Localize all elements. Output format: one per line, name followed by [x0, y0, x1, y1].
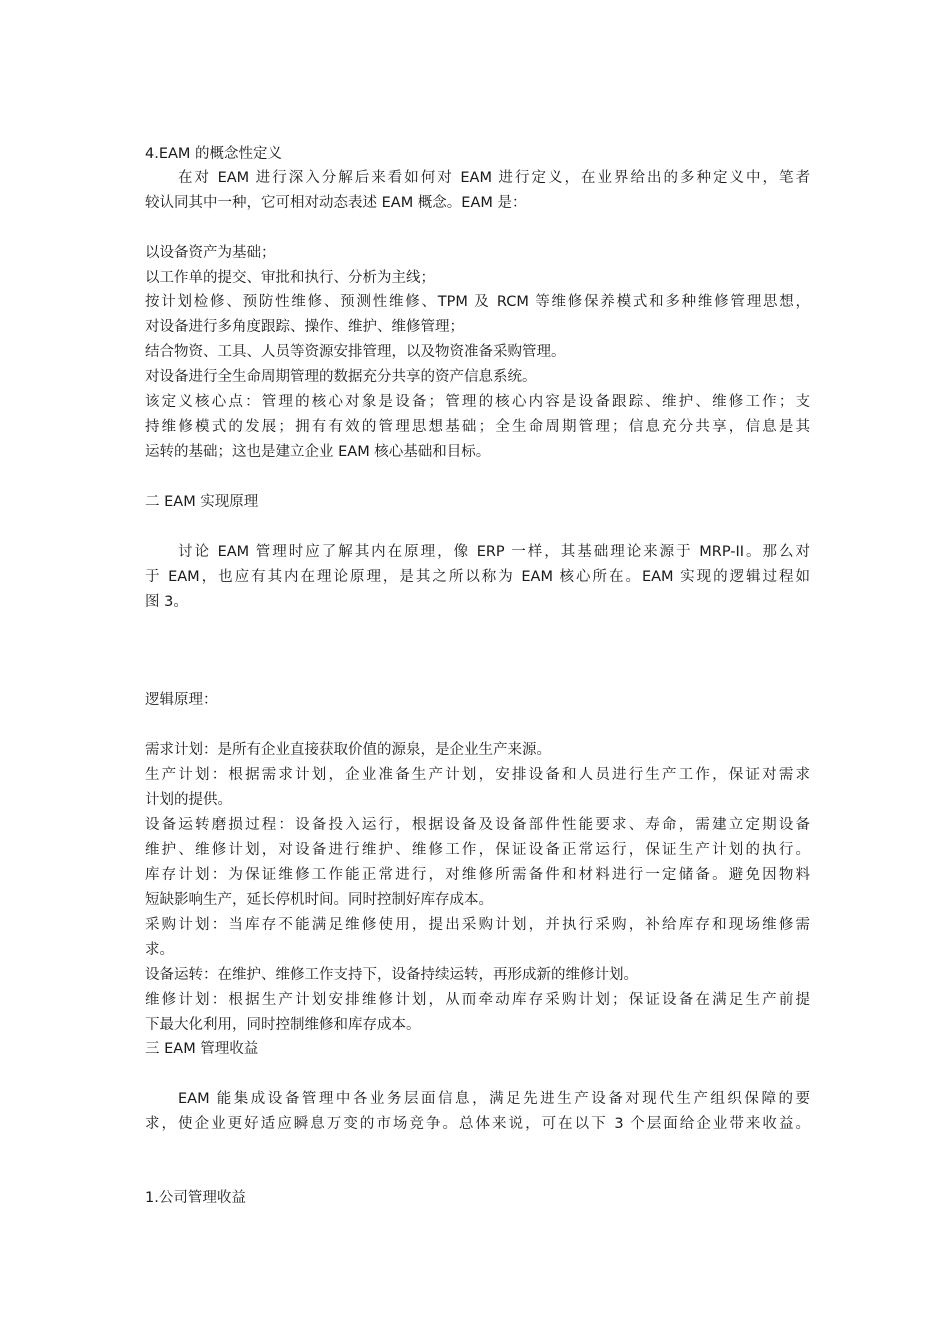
list-item: 设备运转：在维护、维修工作支持下，设备持续运转，再形成新的维修计划。 [145, 967, 638, 983]
subsection-heading-company-benefits: 1.公司管理收益 [145, 1190, 246, 1206]
list-item: 短缺影响生产，延长停机时间。同时控制好库存成本。 [145, 892, 493, 908]
list-item: 按计划检修、预防性维修、预测性维修、TPM 及 RCM 等维修保养模式和多种维修管理思想， [145, 294, 810, 310]
list-item: 对设备进行全生命周期管理的数据充分共享的资产信息系统。 [145, 369, 537, 385]
list-item: 对设备进行多角度跟踪、操作、维护、维修管理； [145, 319, 464, 335]
list-item: 以设备资产为基础； [145, 245, 276, 261]
paragraph-line: 讨论 EAM 管理时应了解其内在原理，像 ERP 一样，其基础理论来源于 MRP-II。那么对 [178, 544, 810, 560]
section-heading-eam-principle: 二 EAM 实现原理 [145, 494, 259, 510]
list-item: 维修计划：根据生产计划安排维修计划，从而牵动库存采购计划；保证设备在满足生产前提 [145, 992, 810, 1008]
paragraph-line: 较认同其中一种，它可相对动态表述 EAM 概念。EAM 是： [145, 195, 527, 211]
list-item: 库存计划：为保证维修工作能正常进行，对维修所需备件和材料进行一定储备。避免因物料 [145, 867, 810, 883]
paragraph-line: 持维修模式的发展；拥有有效的管理思想基础；全生命周期管理；信息充分共享，信息是其 [145, 419, 810, 435]
paragraph-line: 运转的基础；这也是建立企业 EAM 核心基础和目标。 [145, 444, 491, 460]
list-item: 维护、维修计划，对设备进行维护、维修工作，保证设备正常运行，保证生产计划的执行。 [145, 842, 810, 858]
list-item: 设备运转磨损过程：设备投入运行，根据设备及设备部件性能要求、寿命，需建立定期设备 [145, 817, 810, 833]
paragraph-line: 该定义核心点：管理的核心对象是设备；管理的核心内容是设备跟踪、维护、维修工作；支 [145, 394, 810, 410]
paragraph-line: 于 EAM，也应有其内在理论原理，是其之所以称为 EAM 核心所在。EAM 实现的逻辑过程如 [145, 569, 810, 585]
paragraph-line: EAM 能集成设备管理中各业务层面信息，满足先进生产设备对现代生产组织保障的要 [178, 1091, 810, 1107]
paragraph-line: 在对 EAM 进行深入分解后来看如何对 EAM 进行定义，在业界给出的多种定义中，笔者 [178, 170, 810, 186]
logic-principle-heading: 逻辑原理： [145, 692, 218, 708]
list-item: 生产计划：根据需求计划，企业准备生产计划，安排设备和人员进行生产工作，保证对需求 [145, 767, 810, 783]
section-heading-eam-benefits: 三 EAM 管理收益 [145, 1041, 259, 1057]
list-item: 下最大化利用，同时控制维修和库存成本。 [145, 1017, 421, 1033]
list-item: 计划的提供。 [145, 792, 232, 808]
list-item: 需求计划：是所有企业直接获取价值的源泉，是企业生产来源。 [145, 742, 551, 758]
list-item: 结合物资、工具、人员等资源安排管理，以及物资准备采购管理。 [145, 344, 566, 360]
list-item: 以工作单的提交、审批和执行、分析为主线； [145, 270, 435, 286]
paragraph-line: 求，使企业更好适应瞬息万变的市场竞争。总体来说，可在以下 3 个层面给企业带来收益。 [145, 1116, 810, 1132]
list-item: 采购计划：当库存不能满足维修使用，提出采购计划，并执行采购，补给库存和现场维修需 [145, 917, 810, 933]
paragraph-line: 图 3。 [145, 594, 188, 610]
list-item: 求。 [145, 942, 174, 958]
section-heading-eam-definition: 4.EAM 的概念性定义 [145, 146, 283, 162]
